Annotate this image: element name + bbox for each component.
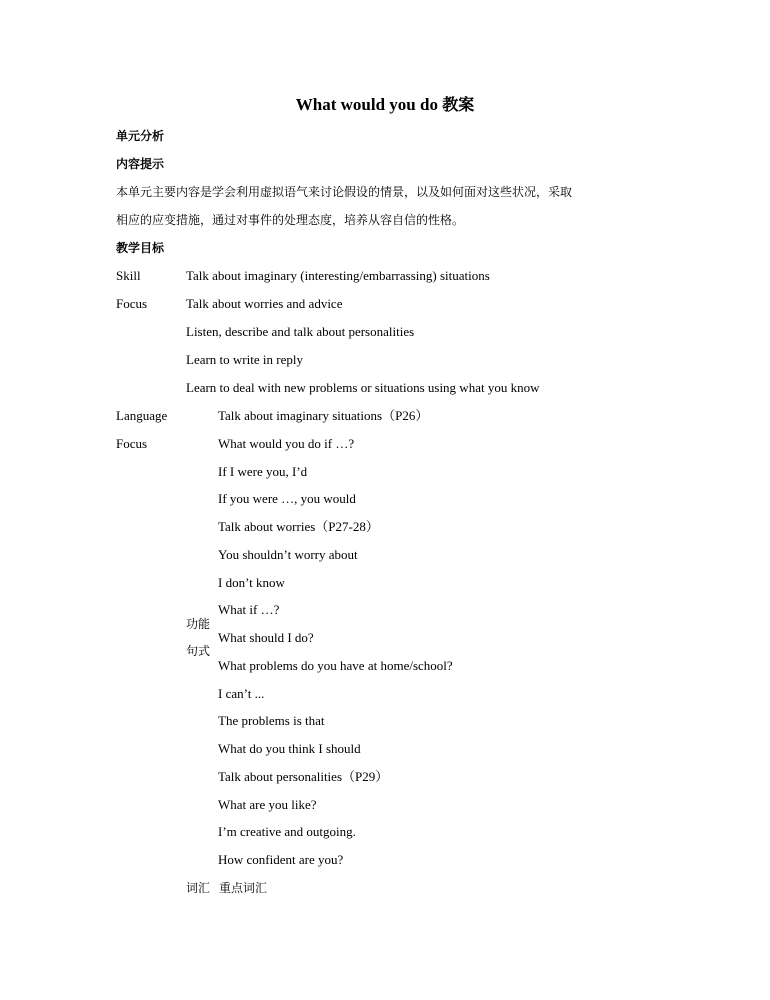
title-english: What would you do bbox=[295, 95, 438, 114]
language-item: The problems is that bbox=[218, 713, 325, 728]
vocab-key-words: 重点词汇 bbox=[219, 881, 268, 895]
intro-line-2: 相应的应变措施，通过对事件的处理态度，培养从容自信的性格。 bbox=[116, 213, 465, 227]
language-item: What problems do you have at home/school? bbox=[218, 658, 453, 673]
skill-item: Talk about worries and advice bbox=[186, 296, 343, 311]
language-item: If you were …, you would bbox=[218, 491, 356, 506]
skill-item: Learn to write in reply bbox=[186, 352, 303, 367]
function-label: 功能 bbox=[186, 617, 211, 631]
vocab-label: 词汇 bbox=[186, 881, 211, 895]
language-item: I’m creative and outgoing. bbox=[218, 824, 356, 839]
heading-teaching-goals: 教学目标 bbox=[116, 241, 165, 255]
language-item: Talk about worries（P27-28） bbox=[218, 519, 379, 534]
language-label: Language bbox=[116, 408, 168, 423]
language-item: You shouldn’t worry about bbox=[218, 547, 358, 562]
skill-item: Learn to deal with new problems or situations using what you know bbox=[186, 380, 540, 395]
skill-item: Talk about imaginary (interesting/embarrassing) situations bbox=[186, 268, 490, 283]
page-title bbox=[0, 94, 770, 116]
heading-content-hint: 内容提示 bbox=[116, 157, 165, 171]
language-item: Talk about imaginary situations（P26） bbox=[218, 408, 429, 423]
language-item: What are you like? bbox=[218, 797, 317, 812]
skill-focus-label: Focus bbox=[116, 296, 148, 311]
language-item: If I were you, I’d bbox=[218, 464, 308, 479]
language-item: What do you think I should bbox=[218, 741, 361, 756]
skill-label: Skill bbox=[116, 268, 141, 283]
language-item: What if …? bbox=[218, 602, 280, 617]
language-item: I can’t ... bbox=[218, 686, 265, 701]
language-item: What would you do if …? bbox=[218, 436, 355, 451]
language-focus-label: Focus bbox=[116, 436, 148, 451]
language-item: I don’t know bbox=[218, 575, 285, 590]
skill-item: Listen, describe and talk about personalities bbox=[186, 324, 415, 339]
language-item: How confident are you? bbox=[218, 852, 344, 867]
title-chinese: 教案 bbox=[442, 95, 475, 114]
intro-line-1: 本单元主要内容是学会利用虚拟语气来讨论假设的情景，以及如何面对这些状况，采取 bbox=[116, 185, 573, 199]
heading-unit-analysis: 单元分析 bbox=[116, 129, 165, 143]
language-item: What should I do? bbox=[218, 630, 314, 645]
language-item: Talk about personalities（P29） bbox=[218, 769, 389, 784]
sentence-pattern-label: 句式 bbox=[186, 644, 211, 658]
